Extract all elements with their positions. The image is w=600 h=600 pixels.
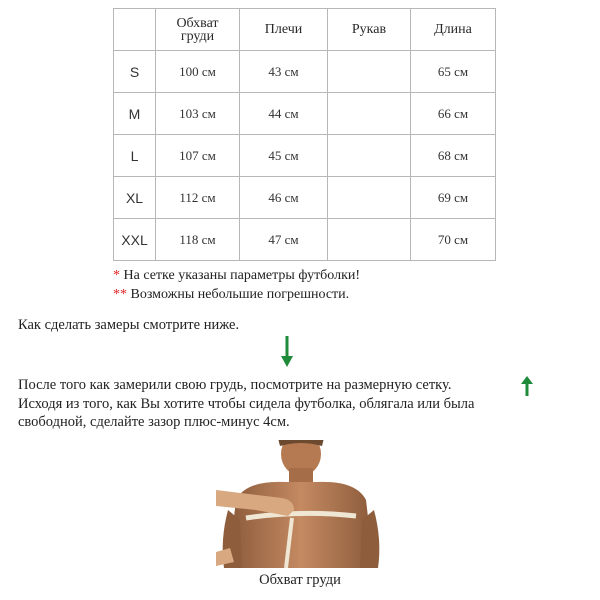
size-cell: XL [114, 177, 156, 219]
shoulders-cell: 44 см [240, 93, 328, 135]
shoulders-cell: 43 см [240, 51, 328, 93]
length-cell: 69 см [411, 177, 496, 219]
sleeve-cell [328, 51, 411, 93]
gap-instructions-text: свободной, сделайте зазор плюс-минус 4см. [18, 414, 290, 430]
arrow-down-icon [279, 336, 295, 368]
chest-cell: 112 см [156, 177, 240, 219]
fit-instructions-text: Исходя из того, как Вы хотите чтобы сидела футболка, облягала или была [18, 396, 475, 412]
chest-cell: 107 см [156, 135, 240, 177]
header-size [114, 9, 156, 51]
table-row [114, 51, 496, 93]
length-cell: 66 см [411, 93, 496, 135]
chest-cell: 103 см [156, 93, 240, 135]
after-measure-text: После того как замерили свою грудь, посмотрите на размерную сетку. [18, 377, 452, 393]
chest-measurement-photo [216, 440, 386, 568]
note-table-params [113, 268, 360, 284]
arrow-up-icon [520, 376, 534, 396]
chest-measurement-illustration [216, 440, 386, 568]
shoulders-cell: 45 см [240, 135, 328, 177]
table-row [114, 135, 496, 177]
chest-cell: 100 см [156, 51, 240, 93]
size-chart-table [113, 8, 496, 261]
sleeve-cell [328, 177, 411, 219]
table-header-row [114, 9, 496, 51]
header-shoulders: Плечи [240, 9, 328, 51]
header-length: Длина [411, 9, 496, 51]
sleeve-cell [328, 93, 411, 135]
shoulders-cell: 47 см [240, 219, 328, 261]
table-row [114, 177, 496, 219]
table-row [114, 93, 496, 135]
note-text: На сетке указаны параметры футболки! [123, 268, 361, 283]
size-cell: S [114, 51, 156, 93]
note-star: * [113, 268, 120, 283]
chest-cell: 118 см [156, 219, 240, 261]
photo-caption: Обхват груди [259, 572, 341, 588]
note-errors [113, 287, 349, 303]
sleeve-cell [328, 219, 411, 261]
length-cell: 65 см [411, 51, 496, 93]
length-cell: 70 см [411, 219, 496, 261]
measure-instructions-text: Как сделать замеры смотрите ниже. [18, 317, 240, 333]
header-chest: Обхват груди [156, 9, 240, 51]
length-cell: 68 см [411, 135, 496, 177]
shoulders-cell: 46 см [240, 177, 328, 219]
sleeve-cell [328, 135, 411, 177]
note-text: Возможны небольшие погрешности. [130, 287, 350, 302]
table-row [114, 219, 496, 261]
size-cell: M [114, 93, 156, 135]
size-cell: XXL [114, 219, 156, 261]
note-star: ** [113, 287, 127, 302]
size-cell: L [114, 135, 156, 177]
header-sleeve: Рукав [328, 9, 411, 51]
